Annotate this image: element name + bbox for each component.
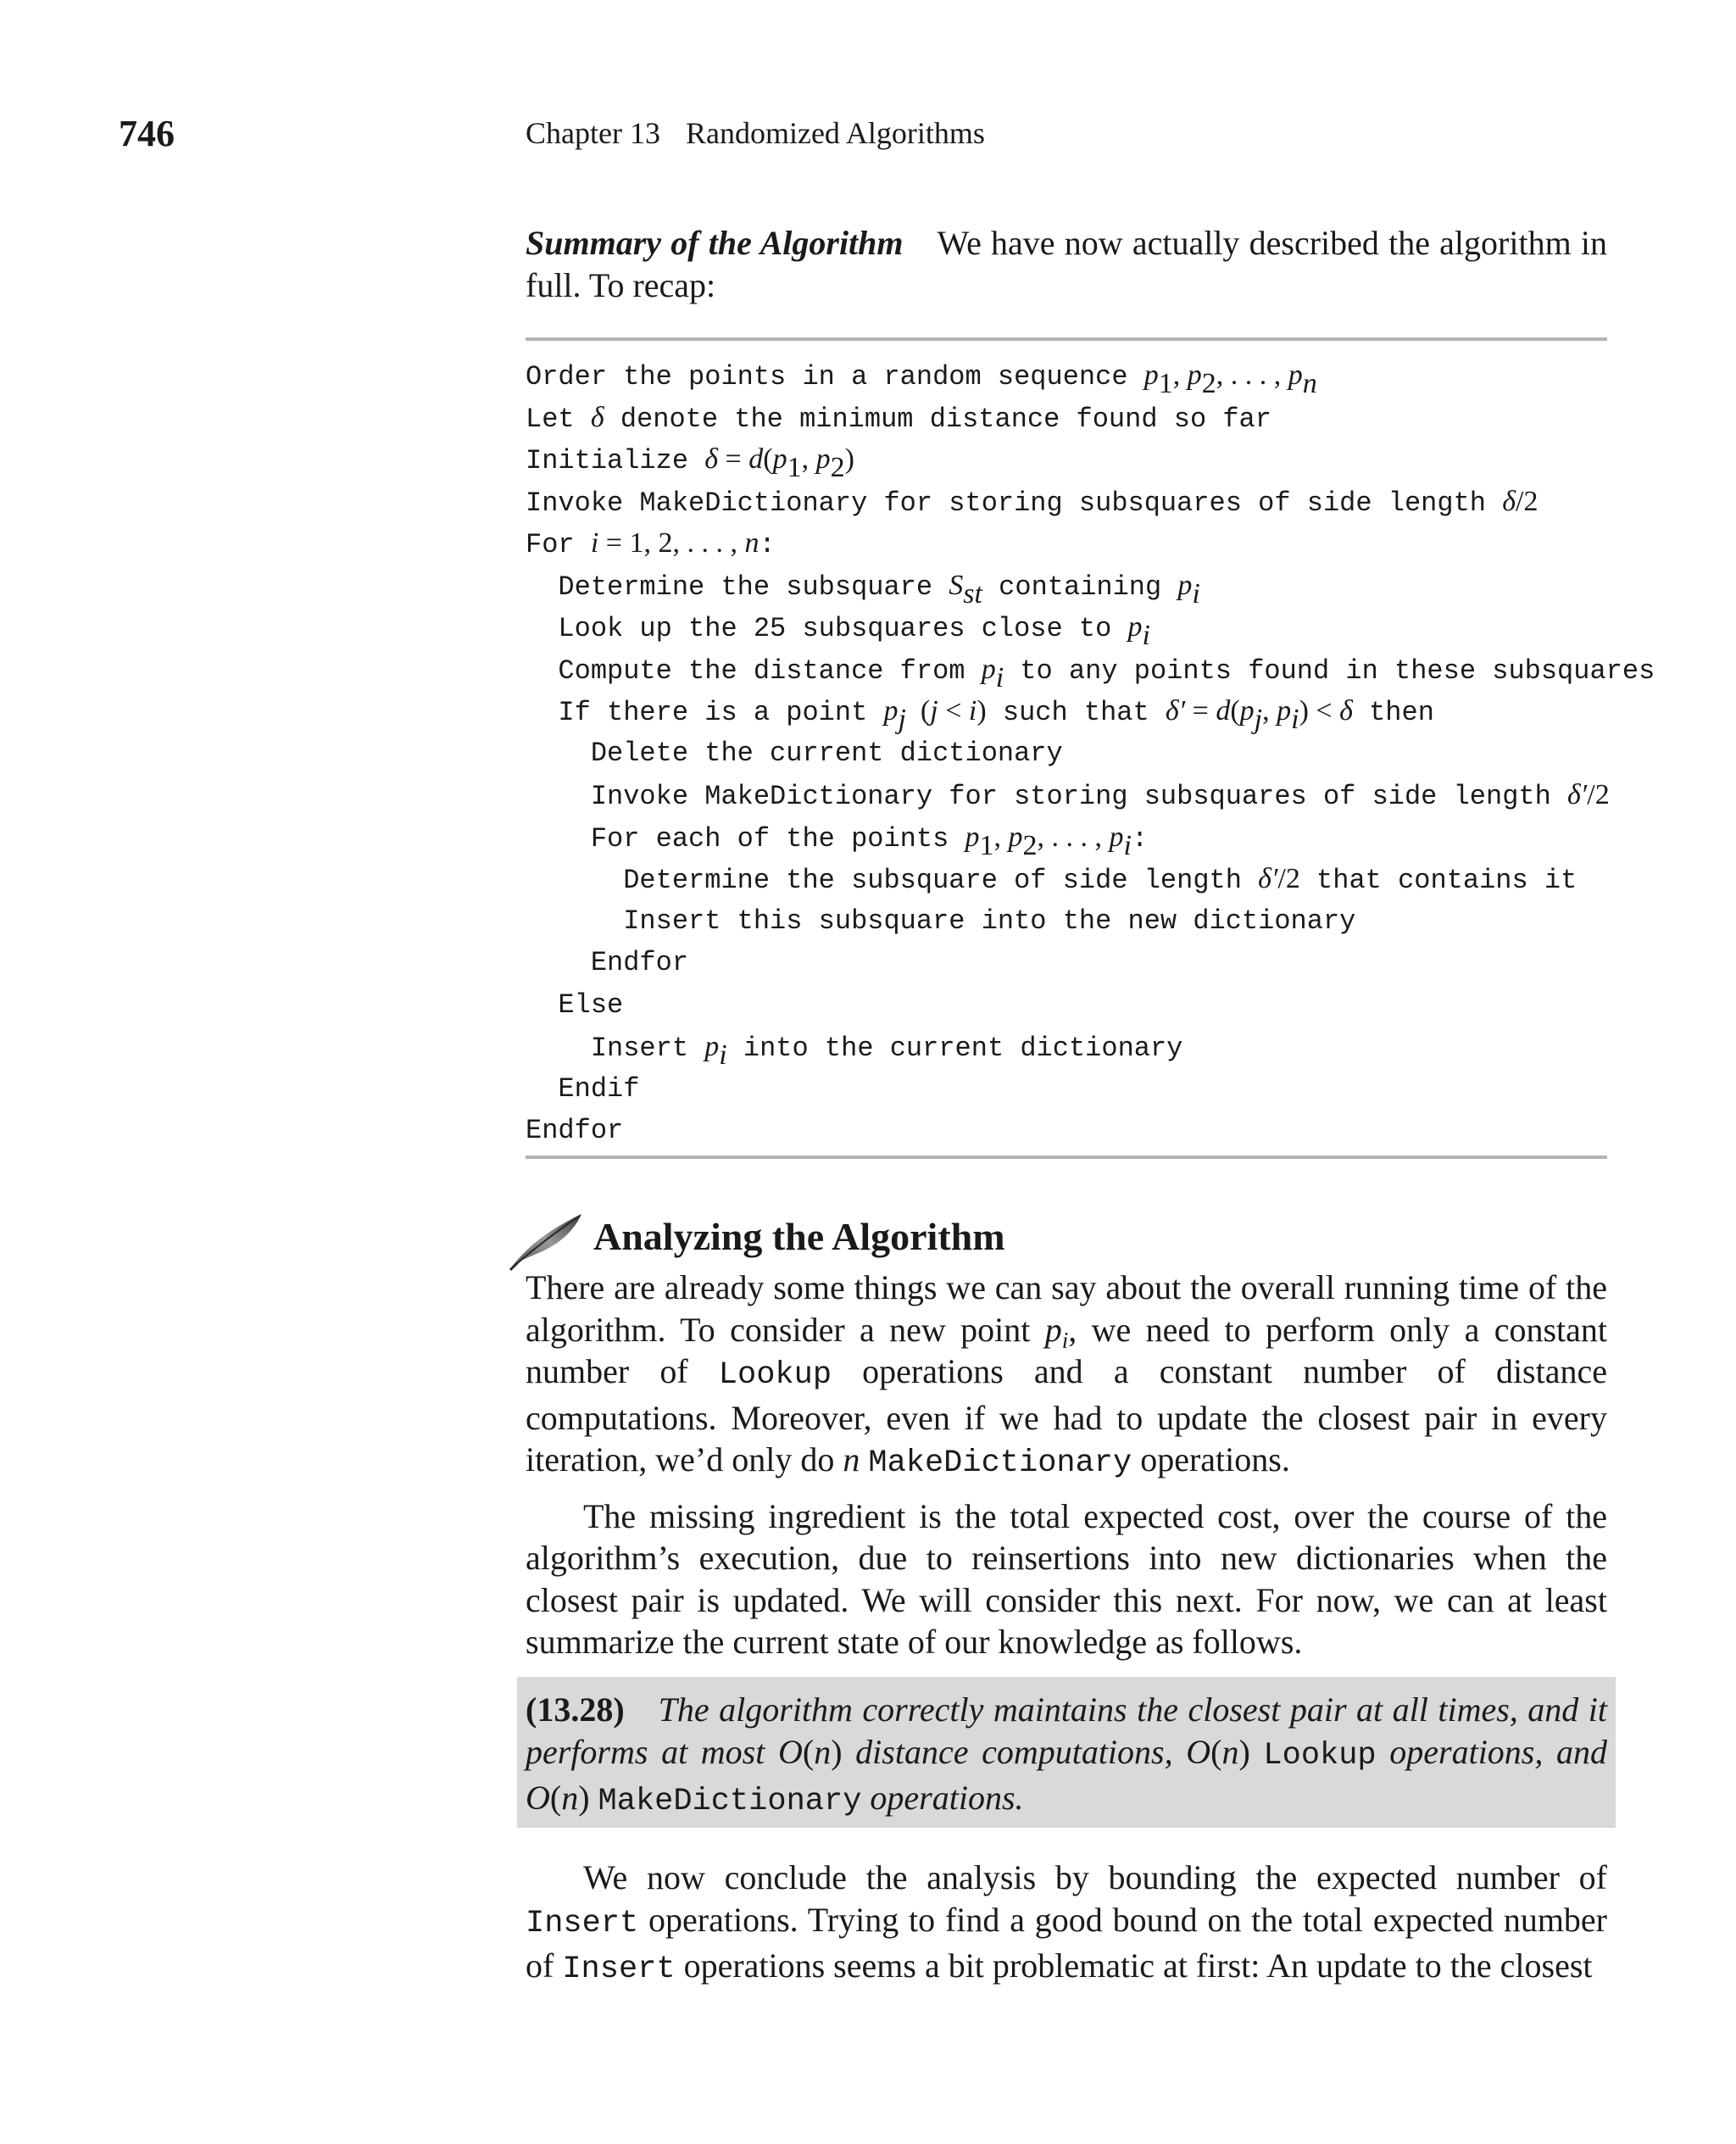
algorithm-top-rule — [526, 337, 1607, 341]
algo-line-1: Order the points in a random sequence $p_1$, $p_2$, . . . , $p_n$ — [526, 359, 1317, 400]
algo-line-14: Insert this subsquare into the new dictionary — [526, 905, 1356, 937]
summary-runin-heading: Summary of the Algorithm — [526, 224, 904, 262]
summary-text: We have now actually described the algorithm in full. To recap: — [526, 224, 1607, 304]
algo-line-5: For i = 1, 2, . . . , n: — [526, 527, 776, 560]
theorem-box: (13.28) The algorithm correctly maintains the closest pair at all times, and it performs at most O(n) distance computations, O(n) Lookup operations, and O(n) MakeDictionary operations. — [517, 1677, 1616, 1828]
theorem-number: (13.28) — [526, 1690, 625, 1729]
algo-line-15: Endfor — [526, 947, 689, 978]
algo-line-13: Determine the subsquare of side length δ′/2 that contains it — [526, 863, 1577, 896]
chapter-label: Chapter 13 — [526, 116, 660, 150]
algo-line-7: Look up the 25 subsquares close to $p_i$ — [526, 611, 1150, 652]
analysis-paragraph-2: The missing ingredient is the total expected cost, over the course of the algorithm’s execution, due to reinsertions into new dictionaries when the closest pair is updated. We will consider this next. For now, we can at least summarize the current state of our knowledge as follows. — [526, 1496, 1607, 1661]
algo-line-4: Invoke MakeDictionary for storing subsquares of side length δ/2 — [526, 485, 1538, 519]
algo-line-12: For each of the points $p_1$, $p_2$, . . . , $p_i$: — [526, 821, 1149, 861]
algo-line-17: Insert $p_i$ into the current dictionary — [526, 1031, 1183, 1072]
conclusion-paragraph: We now conclude the analysis by bounding the expected number of Insert operations. Trying to find a good bound on the total expected number of Insert operations seems a bit problematic at first: An update to the closest — [526, 1858, 1607, 1987]
summary-paragraph — [526, 222, 1607, 306]
algo-line-16: Else — [526, 988, 624, 1021]
page-number: 746 — [119, 113, 175, 154]
algo-line-19: Endfor — [526, 1115, 624, 1146]
algo-line-6: Determine the subsquare $S_{st}$ containing $p_i$ — [526, 569, 1200, 610]
algo-line-9: If there is a point $p_j$ (j < i) such that $\delta' = d(p_j$, $p_i) < \delta$ then — [526, 695, 1434, 736]
algo-line-8: Compute the distance from $p_i$ to any points found in these subsquares — [526, 653, 1655, 693]
algo-line-11: Invoke MakeDictionary for storing subsquares of side length δ′/2 — [526, 779, 1610, 812]
analysis-paragraph-1: There are already some things we can say about the overall running time of the algorithm. To consider a new point $p_i$, we need to perform only a constant number of Lookup operations and a constant number of distance computations. Moreover, even if we had to update the closest pair in every iteration, we’d only do n MakeDictionary operations. — [526, 1268, 1607, 1481]
algorithm-block — [526, 354, 1655, 1152]
algorithm-bottom-rule — [526, 1156, 1607, 1159]
section-title: Analyzing the Algorithm — [593, 1215, 1005, 1258]
algo-line-2: Let δ denote the minimum distance found so far — [526, 401, 1271, 435]
analysis-text — [526, 1267, 1607, 1663]
algo-line-3: Initialize $\delta = d(p_1$, $p_2$) — [526, 443, 854, 484]
feather-icon — [509, 1207, 587, 1273]
algo-line-10: Delete the current dictionary — [526, 737, 1063, 769]
algo-line-18: Endif — [526, 1072, 640, 1105]
chapter-title: Randomized Algorithms — [685, 116, 985, 150]
running-head — [526, 115, 985, 151]
